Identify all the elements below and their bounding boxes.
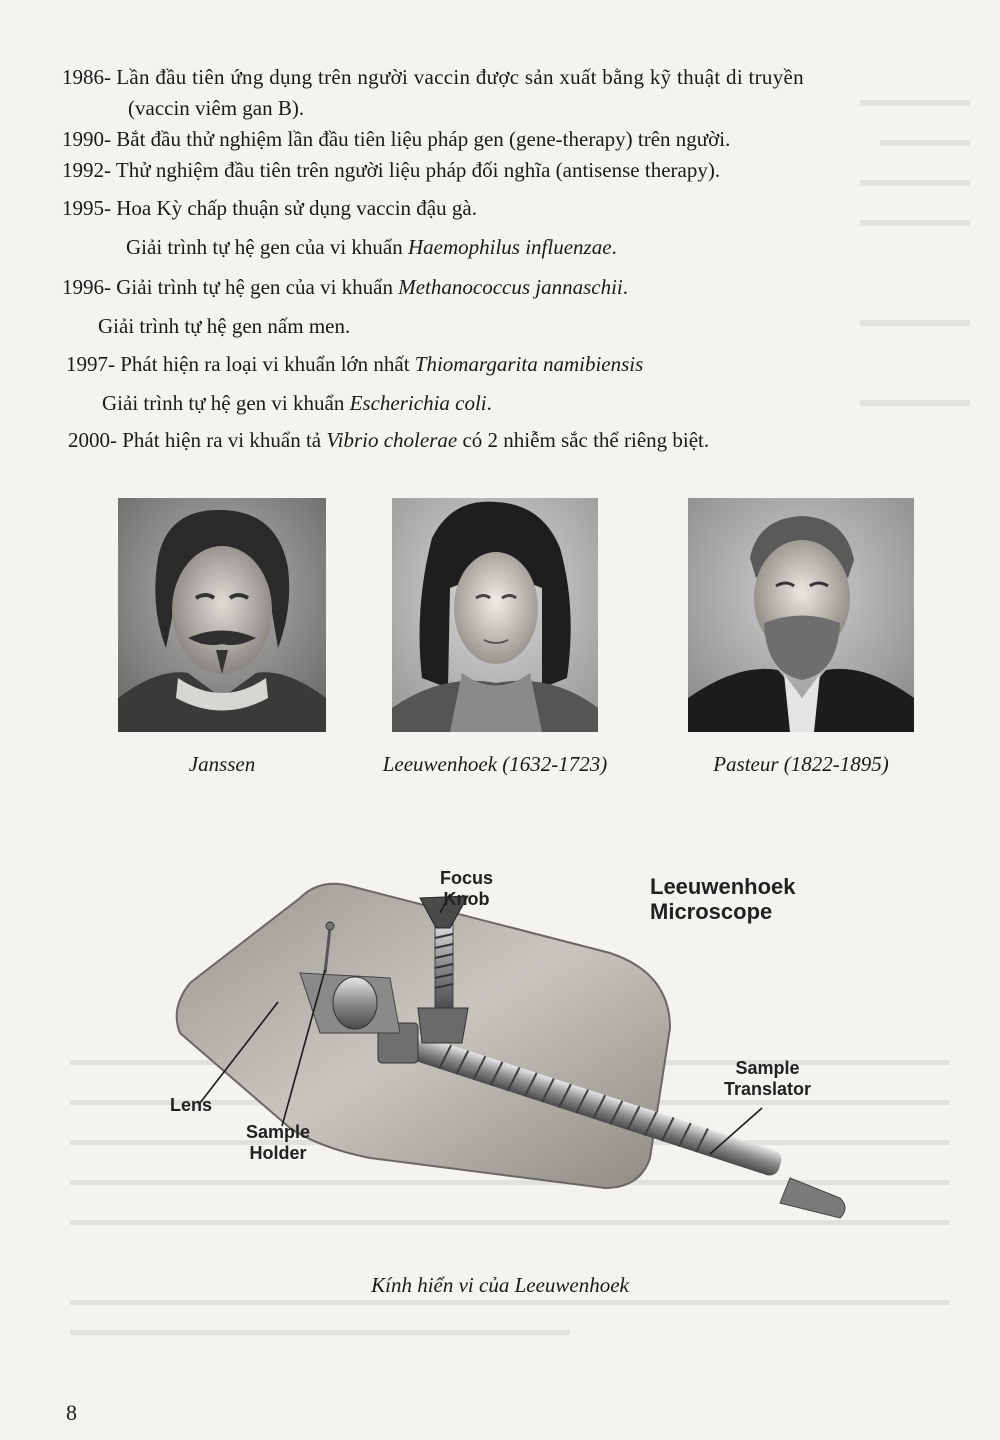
entry-text: Phát hiện ra vi khuẩn tả bbox=[122, 428, 327, 452]
portrait-caption-pasteur: Pasteur (1822-1895) bbox=[713, 752, 889, 776]
entry-text: Phát hiện ra loại vi khuẩn lớn nhất bbox=[120, 352, 415, 376]
figure-title bbox=[650, 874, 795, 924]
label-text: Sample bbox=[246, 1122, 311, 1142]
entry-text: có 2 nhiễm sắc thể riêng biệt. bbox=[457, 428, 710, 452]
year-label: 1997- bbox=[66, 352, 115, 376]
entry-text: Bắt đầu thử nghiệm lần đầu tiên liệu pháp gen (gene-therapy) trên người. bbox=[116, 127, 731, 151]
leeuwenhoek-portrait-image bbox=[392, 498, 598, 732]
pasteur-portrait-image bbox=[688, 498, 914, 732]
portrait-caption-leeuwenhoek: Leeuwenhoek (1632-1723) bbox=[382, 752, 608, 776]
year-label: 1996- bbox=[62, 275, 111, 299]
entry-text: Giải trình tự hệ gen nấm men. bbox=[98, 314, 351, 338]
timeline-entry-1997-sub bbox=[102, 388, 492, 419]
year-label: 1992- bbox=[62, 158, 111, 182]
timeline-entry-1986-cont bbox=[128, 93, 304, 124]
species-name: Vibrio cholerae bbox=[326, 428, 458, 452]
label-text: Knob bbox=[443, 889, 490, 909]
entry-text: Giải trình tự hệ gen của vi khuẩn bbox=[126, 235, 408, 259]
timeline-entry-1995 bbox=[62, 193, 477, 224]
label-focus-knob bbox=[440, 868, 493, 910]
entry-text: Thử nghiệm đầu tiên trên người liệu pháp đối nghĩa (antisense therapy). bbox=[115, 158, 721, 182]
year-label: 1995- bbox=[62, 196, 111, 220]
portrait-leeuwenhoek bbox=[392, 498, 598, 732]
timeline-entry-1990 bbox=[62, 124, 730, 155]
timeline-entry-1996 bbox=[62, 272, 628, 303]
label-text: Sample bbox=[735, 1058, 800, 1078]
entry-text: Giải trình tự hệ gen vi khuẩn bbox=[102, 391, 350, 415]
page-number: 8 bbox=[66, 1400, 77, 1425]
timeline-entry-1997 bbox=[66, 349, 643, 380]
species-name: Methanococcus jannaschii bbox=[398, 275, 623, 299]
label-text: Holder bbox=[249, 1143, 307, 1163]
portrait-pasteur bbox=[688, 498, 914, 732]
entry-text: Giải trình tự hệ gen của vi khuẩn bbox=[116, 275, 399, 299]
species-name: Thiomargarita namibiensis bbox=[414, 352, 644, 376]
entry-text: . bbox=[622, 275, 629, 299]
year-label: 1990- bbox=[62, 127, 111, 151]
label-sample-translator bbox=[724, 1058, 811, 1100]
figure-title-line: Microscope bbox=[650, 899, 773, 924]
timeline-entry-1992 bbox=[62, 155, 720, 186]
entry-text: (vaccin viêm gan B). bbox=[128, 96, 305, 120]
year-label: 1986- bbox=[62, 65, 111, 89]
microscope-figure bbox=[150, 858, 850, 1268]
species-name: Escherichia coli bbox=[349, 391, 487, 415]
entry-text: . bbox=[486, 391, 492, 415]
timeline-entry-1986 bbox=[62, 62, 804, 93]
year-label: 2000- bbox=[68, 428, 117, 452]
janssen-portrait-image bbox=[118, 498, 326, 732]
figure-title-line: Leeuwenhoek bbox=[650, 874, 796, 899]
label-lens: Lens bbox=[170, 1095, 213, 1115]
entry-text: Lần đầu tiên ứng dụng trên người vaccin được sản xuất bằng kỹ thuật di truyền bbox=[116, 65, 804, 89]
timeline-entry-1996-sub bbox=[98, 311, 350, 342]
timeline-entry-1995-sub bbox=[126, 232, 617, 263]
entry-text: . bbox=[611, 235, 617, 259]
portrait-janssen bbox=[118, 498, 326, 732]
label-text: Translator bbox=[724, 1079, 812, 1099]
label-text: Focus bbox=[440, 868, 494, 888]
timeline-entry-2000 bbox=[68, 425, 709, 456]
figure-caption: Kính hiển vi của Leeuwenhoek bbox=[371, 1273, 629, 1297]
species-name: Haemophilus influenzae bbox=[407, 235, 612, 259]
portrait-caption-janssen: Janssen bbox=[188, 752, 256, 776]
label-sample-holder bbox=[246, 1122, 310, 1164]
entry-text: Hoa Kỳ chấp thuận sử dụng vaccin đậu gà. bbox=[116, 196, 477, 220]
